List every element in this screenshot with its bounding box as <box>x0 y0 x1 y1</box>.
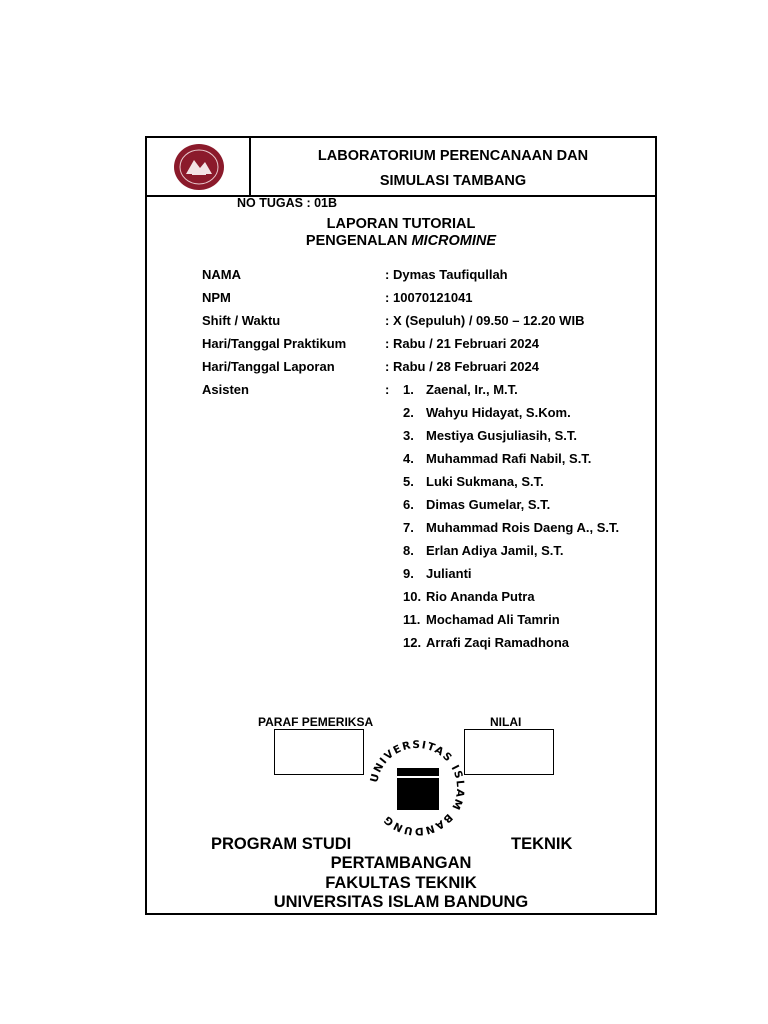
field-value: 10070121041 <box>393 290 473 305</box>
report-title-italic: MICROMINE <box>411 233 497 249</box>
assistant-name: Mochamad Ali Tamrin <box>426 612 560 627</box>
report-title-prefix: PENGENALAN <box>305 233 412 249</box>
field-colon: : <box>385 382 390 397</box>
field-value: Rabu / 21 Februari 2024 <box>393 336 539 351</box>
lab-title-line1: LABORATORIUM PERENCANAAN DAN <box>317 148 589 164</box>
assistant-name: Muhammad Rafi Nabil, S.T. <box>426 451 592 466</box>
footer-program-studi: PROGRAM STUDI <box>211 835 352 853</box>
assistant-number: 5. <box>403 474 414 489</box>
lab-logo-icon <box>172 142 226 192</box>
assistant-number: 3. <box>403 428 414 443</box>
assistant-name: Rio Ananda Putra <box>426 589 535 604</box>
field-colon: : <box>385 359 390 374</box>
field-colon: : <box>385 290 390 305</box>
assistant-number: 6. <box>403 497 414 512</box>
assistant-number: 4. <box>403 451 414 466</box>
lab-title-line2: SIMULASI TAMBANG <box>379 173 527 189</box>
assistant-name: Julianti <box>426 566 472 581</box>
assistant-number: 8. <box>403 543 414 558</box>
assistant-number: 2. <box>403 405 414 420</box>
lab-title <box>251 144 655 194</box>
field-label: Asisten <box>202 382 249 397</box>
footer-teknik: TEKNIK <box>511 835 573 853</box>
assistant-name: Dimas Gumelar, S.T. <box>426 497 551 512</box>
report-title-line2 <box>147 233 655 249</box>
field-label: NAMA <box>202 267 241 282</box>
field-label: Hari/Tanggal Laporan <box>202 359 335 374</box>
assistant-number: 7. <box>403 520 414 535</box>
field-value: X (Sepuluh) / 09.50 – 12.20 WIB <box>393 313 585 328</box>
footer-fakultas: FAKULTAS TEKNIK <box>325 874 477 892</box>
assistant-number: 12. <box>403 635 422 650</box>
field-label: NPM <box>202 290 231 305</box>
field-label: Shift / Waktu <box>202 313 281 328</box>
report-title-line1: LAPORAN TUTORIAL <box>326 216 476 232</box>
cover-frame <box>145 136 657 915</box>
university-seal-icon <box>367 738 467 838</box>
field-colon: : <box>385 336 390 351</box>
paraf-label: PARAF PEMERIKSA <box>258 715 374 729</box>
paraf-box <box>274 729 364 775</box>
assistant-number: 11. <box>403 612 421 627</box>
field-label: Hari/Tanggal Praktikum <box>202 336 347 351</box>
nilai-box <box>464 729 554 775</box>
field-colon: : <box>385 267 390 282</box>
assistant-name: Zaenal, Ir., M.T. <box>426 382 518 397</box>
assistant-name: Muhammad Rois Daeng A., S.T. <box>426 520 620 535</box>
assistant-name: Wahyu Hidayat, S.Kom. <box>426 405 571 420</box>
assistant-name: Luki Sukmana, S.T. <box>426 474 544 489</box>
no-tugas: NO TUGAS : 01B <box>237 196 338 210</box>
assistant-name: Arrafi Zaqi Ramadhona <box>426 635 570 650</box>
field-value: Dymas Taufiqullah <box>393 267 508 282</box>
footer-universitas: UNIVERSITAS ISLAM BANDUNG <box>273 893 529 911</box>
assistant-number: 9. <box>403 566 414 581</box>
logo-cell <box>147 138 251 195</box>
header-divider <box>147 195 655 197</box>
field-colon: : <box>385 313 390 328</box>
assistant-name: Erlan Adiya Jamil, S.T. <box>426 543 564 558</box>
nilai-label: NILAI <box>490 715 522 729</box>
assistant-number: 10. <box>403 589 422 604</box>
seal-text: UNIVERSITAS ISLAM BANDUNG <box>368 738 467 838</box>
field-value: Rabu / 28 Februari 2024 <box>393 359 539 374</box>
assistant-number: 1. <box>403 382 414 397</box>
footer-pertambangan: PERTAMBANGAN <box>330 854 472 872</box>
assistant-name: Mestiya Gusjuliasih, S.T. <box>426 428 577 443</box>
